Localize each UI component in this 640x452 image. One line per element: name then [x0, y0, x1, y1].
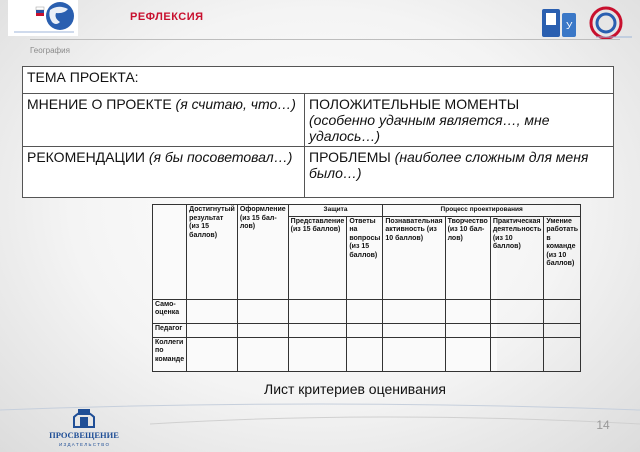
criteria-caption: Лист критериев оценивания [264, 381, 446, 397]
publisher-name: ПРОСВЕЩЕНИЕ [49, 430, 119, 440]
textbook-logo-icon [540, 3, 635, 43]
criteria-row-label: Педагог [153, 323, 187, 337]
positive-label: ПОЛОЖИТЕЛЬНЫЕ МОМЕНТЫ [309, 96, 520, 112]
positive-cell [305, 94, 614, 147]
criteria-col-header: Ответы на вопросы (из 15 баллов) [347, 216, 383, 299]
criteria-group-defense: Защита [288, 205, 383, 217]
criteria-col-header: Представление (из 15 баллов) [288, 216, 347, 299]
criteria-corner [153, 205, 187, 300]
opinion-hint: (я считаю, что…) [175, 96, 296, 112]
criteria-row-label: Коллеги по команде [153, 337, 187, 371]
table-row [153, 337, 581, 371]
problems-label: ПРОБЛЕМЫ [309, 149, 391, 165]
criteria-sheet-image [152, 204, 579, 372]
globe-logo-icon [8, 0, 78, 36]
criteria-col-header: Умение работать в команде (из 10 баллов) [544, 216, 581, 299]
criteria-col-header: Достигнутый результат (из 15 баллов) [187, 205, 238, 300]
opinion-label: МНЕНИЕ О ПРОЕКТЕ [27, 96, 172, 112]
criteria-group-process: Процесс проектирования [383, 205, 581, 217]
positive-hint: (особенно удачным является…, мне удалось…) [309, 112, 550, 144]
criteria-col-header: Практическая деятельность (из 10 баллов) [490, 216, 544, 299]
criteria-col-header: Познавательная активность (из 10 баллов) [383, 216, 445, 299]
prosveshchenie-logo-icon [34, 405, 134, 449]
recommend-cell [23, 147, 305, 198]
table-row [153, 323, 581, 337]
topic-cell [23, 67, 614, 94]
criteria-col-header: Творчество (из 10 бал-лов) [445, 216, 490, 299]
problems-hint: (наиболее сложным для меня было…) [309, 149, 589, 181]
slide-title: РЕФЛЕКСИЯ [130, 11, 204, 23]
recommend-hint: (я бы посоветовал…) [148, 149, 293, 165]
project-table [22, 66, 614, 198]
subject-label: География [30, 46, 70, 55]
problems-cell [305, 147, 614, 198]
topic-label: ТЕМА ПРОЕКТА: [27, 69, 139, 85]
publisher-sub: И З Д А Т Е Л Ь С Т В О [59, 442, 109, 447]
header-divider [30, 39, 620, 40]
opinion-cell [23, 94, 305, 147]
recommend-label: РЕКОМЕНДАЦИИ [27, 149, 145, 165]
table-row [153, 299, 581, 323]
page-number: 14 [596, 418, 610, 432]
svg-text:У: У [566, 21, 573, 32]
top-bar [0, 0, 640, 38]
criteria-col-header: Оформление (из 15 бал-лов) [237, 205, 288, 300]
criteria-row-label: Само-оценка [153, 299, 187, 323]
criteria-table [152, 204, 581, 372]
